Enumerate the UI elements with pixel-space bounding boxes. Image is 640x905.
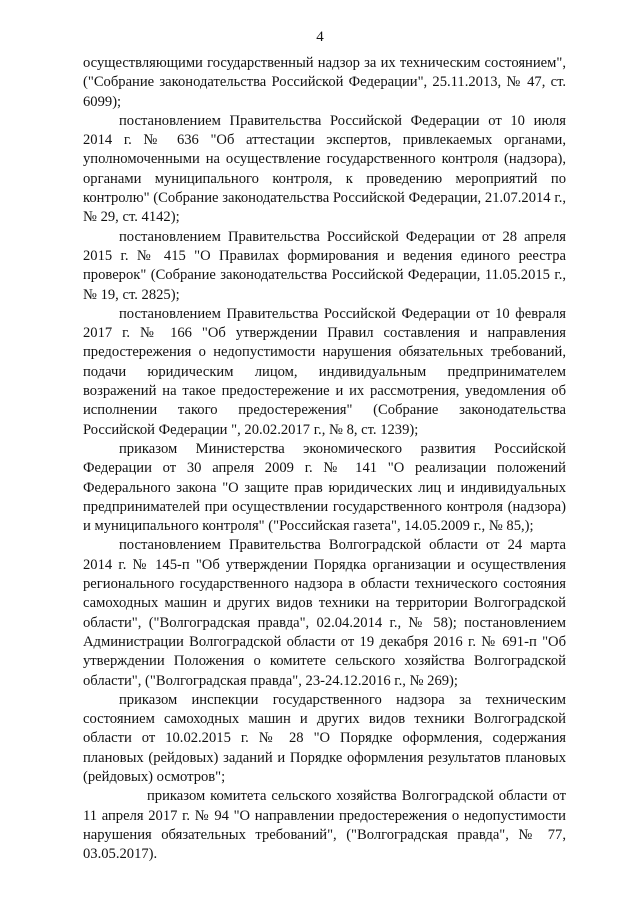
document-body [83, 54, 566, 864]
paragraph-resolution-166: постановлением Правительства Российской Федерации от 10 февраля 2017 г. № 166 "Об утверждении Правил составления и направления предостережения о недопустимости нарушения обязательных требований, подачи юридическим лицом, индивидуальным предпринимателем возражений на такое предостережение и их рассмотрения, уведомления об исполнении такого предостережения" (Собрание законодательства Российской Федерации ", 20.02.2017 г., № 8, ст. 1239); [83, 305, 566, 438]
paragraph-resolution-415: постановлением Правительства Российской Федерации от 28 апреля 2015 г. № 415 "О Правилах формирования и ведения единого реестра проверок" (Собрание законодательства Российской Федерации, 11.05.2015 г., № 19, ст. 2825); [83, 228, 566, 303]
paragraph-order-94: приказом комитета сельского хозяйства Волгоградской области от 11 апреля 2017 г. № 94 "О направлении предостережения о недопустимости нарушения обязательных требований", ("Волгоградская правда", № 77, 03.05.2017). [83, 788, 566, 863]
paragraph-order-141: приказом Министерства экономического развития Российской Федерации от 30 апреля 2009 г. № 141 "О реализации положений Федерального закона "О защите прав юридических лиц и индивидуальных предпринимателей при осуществлении государственного контроля (надзора) и муниципального контроля" ("Российская газета", 14.05.2009 г., № 85,); [83, 440, 566, 535]
paragraph-resolution-636: постановлением Правительства Российской Федерации от 10 июля 2014 г. № 636 "Об аттестации экспертов, привлекаемых органами, уполномоченными на осуществление государственного контроля (надзора), органами муниципального контроля, к проведению мероприятий по контролю" (Собрание законодательства Российской Федерации, 21.07.2014 г., № 29, ст. 4142); [83, 112, 566, 226]
paragraph-continuation: осуществляющими государственный надзор за их техническим состоянием", ("Собрание законодательства Российской Федерации", 25.11.2013, № 47, ст. 6099); [83, 55, 566, 110]
page-number: 4 [316, 29, 324, 45]
paragraph-order-28: приказом инспекции государственного надзора за техническим состоянием самоходных машин и других видов техники Волгоградской области от 10.02.2015 г. № 28 "О Порядке оформления, содержания плановых (рейдовых) заданий и Порядке оформления результатов плановых (рейдовых) осмотров"; [83, 691, 566, 785]
paragraph-resolution-145p: постановлением Правительства Волгоградской области от 24 марта 2014 г. № 145-п "Об утверждении Порядка организации и осуществления регионального государственного надзора в области технического состояния самоходных машин и других видов техники на территории Волгоградской области", ("Волгоградская правда", 02.04.2014 г., № 58); постановлением Администрации Волгоградской области от 19 декабря 2016 г. № 691-п "Об утверждении Положения о комитете сельского хозяйства Волгоградской области", ("Волгоградская правда", 23-24.12.2016 г., № 269); [83, 537, 566, 689]
